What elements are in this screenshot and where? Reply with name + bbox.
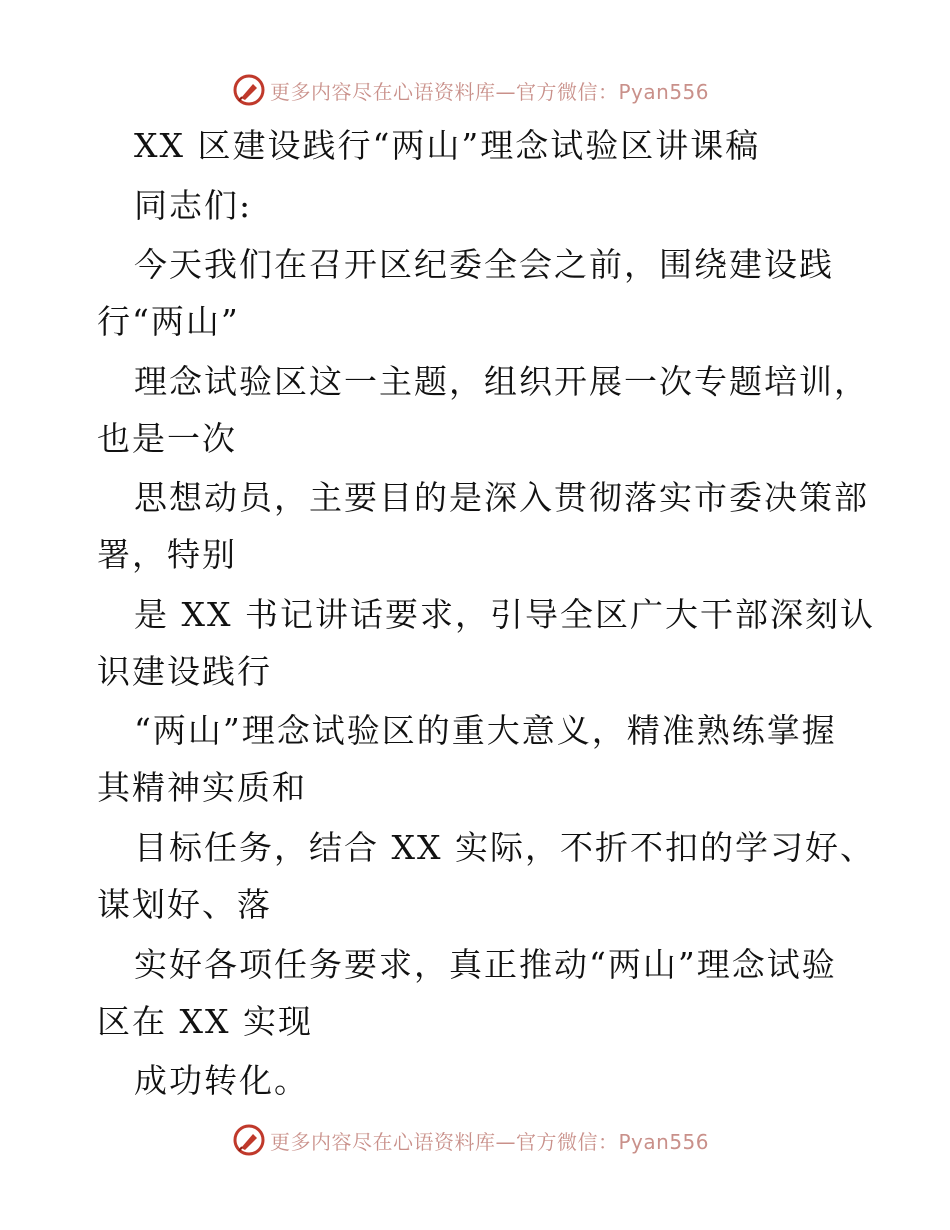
- paragraph-line: 思想动员，主要目的是深入贯彻落实市委决策部: [134, 478, 869, 517]
- watermark-text: 更多内容尽在心语资料库—官方微信：Pyan556: [270, 1129, 710, 1154]
- paragraph-line: 今天我们在召开区纪委全会之前，围绕建设践: [134, 245, 834, 284]
- paragraph-line: 区在 XX 实现: [97, 1002, 313, 1041]
- paragraph-line: “两山”理念试验区的重大意义，精准熟练掌握: [134, 711, 837, 750]
- footer-watermark: [232, 1123, 709, 1157]
- paragraph-line: 理念试验区这一主题，组织开展一次专题培训，: [134, 362, 869, 401]
- paragraph-line: 目标任务，结合 XX 实际，不折不扣的学习好、: [134, 828, 875, 867]
- paragraph-line: 成功转化。: [134, 1061, 309, 1100]
- pen-nib-logo-icon: [232, 73, 266, 107]
- document-title: XX 区建设践行“两山”理念试验区讲课稿: [134, 126, 761, 165]
- paragraph-line: 实好各项任务要求，真正推动“两山”理念试验: [134, 945, 837, 984]
- salutation: 同志们:: [134, 186, 253, 225]
- pen-nib-logo-icon: [232, 1123, 266, 1157]
- header-watermark: [232, 73, 709, 107]
- paragraph-line: 是 XX 书记讲话要求，引导全区广大干部深刻认: [134, 595, 875, 634]
- watermark-text: 更多内容尽在心语资料库—官方微信：Pyan556: [270, 79, 710, 104]
- paragraph-line: 也是一次: [97, 419, 237, 458]
- paragraph-line: 谋划好、落: [97, 885, 272, 924]
- paragraph-line: 其精神实质和: [97, 768, 307, 807]
- paragraph-line: 行“两山”: [97, 302, 240, 341]
- paragraph-line: 署，特别: [97, 535, 237, 574]
- paragraph-line: 识建设践行: [97, 652, 272, 691]
